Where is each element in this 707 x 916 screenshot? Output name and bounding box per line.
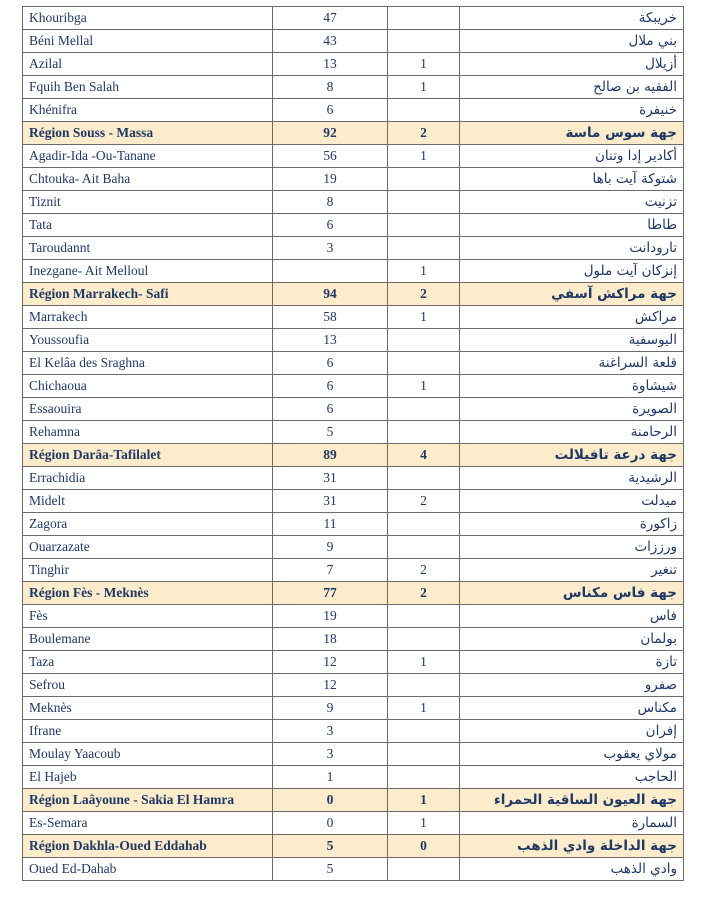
table-row bbox=[23, 375, 684, 398]
cell-count-main bbox=[273, 260, 388, 283]
cell-count-secondary bbox=[388, 536, 460, 559]
cell-count-main: 6 bbox=[273, 214, 388, 237]
cell-name-fr: Oued Ed-Dahab bbox=[23, 858, 273, 881]
table-body bbox=[23, 7, 684, 881]
cell-name-fr: Khénifra bbox=[23, 99, 273, 122]
cell-count-secondary: 1 bbox=[388, 375, 460, 398]
cell-count-main: 0 bbox=[273, 789, 388, 812]
cell-name-fr: Marrakech bbox=[23, 306, 273, 329]
cell-name-ar: إفران bbox=[460, 720, 684, 743]
cell-count-main: 9 bbox=[273, 536, 388, 559]
cell-count-main: 1 bbox=[273, 766, 388, 789]
cell-name-ar: وادي الذهب bbox=[460, 858, 684, 881]
cell-name-fr: Boulemane bbox=[23, 628, 273, 651]
cell-count-main: 8 bbox=[273, 191, 388, 214]
table-row bbox=[23, 30, 684, 53]
cell-name-fr: Sefrou bbox=[23, 674, 273, 697]
cell-name-fr: Région Marrakech- Safi bbox=[23, 283, 273, 306]
cell-count-secondary bbox=[388, 352, 460, 375]
cell-count-secondary bbox=[388, 766, 460, 789]
table-row bbox=[23, 191, 684, 214]
table-row bbox=[23, 697, 684, 720]
cell-count-secondary bbox=[388, 743, 460, 766]
cell-name-ar: الصويرة bbox=[460, 398, 684, 421]
cell-count-secondary bbox=[388, 513, 460, 536]
table-row bbox=[23, 812, 684, 835]
table-row bbox=[23, 260, 684, 283]
cell-name-ar: جهة العيون الساقية الحمراء bbox=[460, 789, 684, 812]
cell-name-fr: Ifrane bbox=[23, 720, 273, 743]
cell-count-main: 11 bbox=[273, 513, 388, 536]
cell-count-secondary bbox=[388, 467, 460, 490]
cell-name-fr: Région Souss - Massa bbox=[23, 122, 273, 145]
cell-count-main: 6 bbox=[273, 352, 388, 375]
cell-count-secondary: 1 bbox=[388, 651, 460, 674]
cell-count-main: 47 bbox=[273, 7, 388, 30]
table-row bbox=[23, 536, 684, 559]
cell-name-ar: جهة الداخلة وادي الذهب bbox=[460, 835, 684, 858]
cell-name-ar: مكناس bbox=[460, 697, 684, 720]
cell-name-fr: Chichaoua bbox=[23, 375, 273, 398]
cell-count-main: 77 bbox=[273, 582, 388, 605]
cell-count-secondary bbox=[388, 398, 460, 421]
cell-name-fr: Midelt bbox=[23, 490, 273, 513]
cell-count-main: 5 bbox=[273, 858, 388, 881]
cell-name-ar: مولاي يعقوب bbox=[460, 743, 684, 766]
cell-count-secondary: 1 bbox=[388, 789, 460, 812]
cell-name-ar: ميدلت bbox=[460, 490, 684, 513]
cell-name-ar: مراكش bbox=[460, 306, 684, 329]
cell-name-fr: Tiznit bbox=[23, 191, 273, 214]
cell-count-secondary bbox=[388, 237, 460, 260]
cell-name-ar: جهة درعة تافيلالت bbox=[460, 444, 684, 467]
cell-name-ar: اليوسفية bbox=[460, 329, 684, 352]
cell-name-ar: تنغير bbox=[460, 559, 684, 582]
cell-count-main: 5 bbox=[273, 421, 388, 444]
cell-name-ar: الرشيدية bbox=[460, 467, 684, 490]
cell-name-ar: بني ملال bbox=[460, 30, 684, 53]
cell-count-main: 92 bbox=[273, 122, 388, 145]
table-row bbox=[23, 329, 684, 352]
cell-count-main: 19 bbox=[273, 605, 388, 628]
region-header-row bbox=[23, 283, 684, 306]
cell-count-main: 43 bbox=[273, 30, 388, 53]
table-row bbox=[23, 76, 684, 99]
cell-name-ar: الرحامنة bbox=[460, 421, 684, 444]
cell-count-main: 31 bbox=[273, 490, 388, 513]
cell-name-fr: Région Laâyoune - Sakia El Hamra bbox=[23, 789, 273, 812]
cell-count-main: 19 bbox=[273, 168, 388, 191]
cell-count-secondary: 1 bbox=[388, 53, 460, 76]
cell-count-secondary: 1 bbox=[388, 145, 460, 168]
cell-count-secondary bbox=[388, 628, 460, 651]
cell-count-main: 6 bbox=[273, 375, 388, 398]
cell-name-ar: تزنيت bbox=[460, 191, 684, 214]
cell-count-secondary: 1 bbox=[388, 812, 460, 835]
cell-name-ar: تارودانت bbox=[460, 237, 684, 260]
table-row bbox=[23, 559, 684, 582]
cell-name-fr: Fquih Ben Salah bbox=[23, 76, 273, 99]
cell-name-fr: Inezgane- Ait Melloul bbox=[23, 260, 273, 283]
table-row bbox=[23, 743, 684, 766]
region-header-row bbox=[23, 122, 684, 145]
regions-provinces-table bbox=[22, 6, 684, 881]
table-row bbox=[23, 421, 684, 444]
table-row bbox=[23, 720, 684, 743]
cell-name-ar: طاطا bbox=[460, 214, 684, 237]
cell-name-ar: الفقيه بن صالح bbox=[460, 76, 684, 99]
cell-name-fr: Fès bbox=[23, 605, 273, 628]
cell-count-main: 6 bbox=[273, 398, 388, 421]
cell-name-fr: Béni Mellal bbox=[23, 30, 273, 53]
cell-name-ar: السمارة bbox=[460, 812, 684, 835]
cell-count-secondary bbox=[388, 99, 460, 122]
cell-name-ar: أزيلال bbox=[460, 53, 684, 76]
table-row bbox=[23, 858, 684, 881]
table-container bbox=[22, 6, 683, 881]
cell-count-secondary bbox=[388, 720, 460, 743]
cell-name-ar: شتوكة آيت باها bbox=[460, 168, 684, 191]
cell-count-secondary bbox=[388, 7, 460, 30]
cell-name-ar: الحاجب bbox=[460, 766, 684, 789]
cell-count-main: 6 bbox=[273, 99, 388, 122]
cell-name-ar: ورززات bbox=[460, 536, 684, 559]
cell-name-fr: Chtouka- Ait Baha bbox=[23, 168, 273, 191]
table-row bbox=[23, 674, 684, 697]
cell-name-ar: قلعة السراغنة bbox=[460, 352, 684, 375]
table-row bbox=[23, 99, 684, 122]
cell-count-main: 3 bbox=[273, 237, 388, 260]
table-row bbox=[23, 237, 684, 260]
cell-count-secondary bbox=[388, 674, 460, 697]
cell-name-fr: Tinghir bbox=[23, 559, 273, 582]
cell-count-secondary: 1 bbox=[388, 260, 460, 283]
cell-name-fr: El Kelâa des Sraghna bbox=[23, 352, 273, 375]
cell-count-secondary: 2 bbox=[388, 122, 460, 145]
region-header-row bbox=[23, 444, 684, 467]
table-row bbox=[23, 605, 684, 628]
cell-count-secondary: 2 bbox=[388, 283, 460, 306]
table-row bbox=[23, 628, 684, 651]
cell-name-fr: Taroudannt bbox=[23, 237, 273, 260]
table-row bbox=[23, 145, 684, 168]
cell-count-secondary: 1 bbox=[388, 697, 460, 720]
cell-count-secondary bbox=[388, 168, 460, 191]
cell-name-ar: صفرو bbox=[460, 674, 684, 697]
cell-name-fr: Khouribga bbox=[23, 7, 273, 30]
cell-count-main: 94 bbox=[273, 283, 388, 306]
table-row bbox=[23, 766, 684, 789]
cell-count-main: 89 bbox=[273, 444, 388, 467]
cell-count-secondary: 0 bbox=[388, 835, 460, 858]
cell-name-ar: زاكورة bbox=[460, 513, 684, 536]
cell-count-secondary: 1 bbox=[388, 306, 460, 329]
cell-count-main: 56 bbox=[273, 145, 388, 168]
cell-count-main: 13 bbox=[273, 329, 388, 352]
cell-count-secondary bbox=[388, 30, 460, 53]
cell-name-fr: Tata bbox=[23, 214, 273, 237]
cell-count-secondary bbox=[388, 858, 460, 881]
cell-count-secondary: 2 bbox=[388, 582, 460, 605]
table-row bbox=[23, 352, 684, 375]
cell-count-secondary: 1 bbox=[388, 76, 460, 99]
table-row bbox=[23, 651, 684, 674]
cell-name-ar: خريبكة bbox=[460, 7, 684, 30]
cell-count-main: 18 bbox=[273, 628, 388, 651]
cell-count-main: 3 bbox=[273, 720, 388, 743]
cell-name-fr: Moulay Yaacoub bbox=[23, 743, 273, 766]
cell-name-fr: Essaouira bbox=[23, 398, 273, 421]
region-header-row bbox=[23, 582, 684, 605]
cell-name-fr: Zagora bbox=[23, 513, 273, 536]
cell-name-fr: Taza bbox=[23, 651, 273, 674]
cell-name-fr: Ouarzazate bbox=[23, 536, 273, 559]
cell-name-fr: Youssoufia bbox=[23, 329, 273, 352]
cell-count-secondary: 4 bbox=[388, 444, 460, 467]
cell-count-secondary: 2 bbox=[388, 559, 460, 582]
table-row bbox=[23, 467, 684, 490]
cell-name-fr: Région Dakhla-Oued Eddahab bbox=[23, 835, 273, 858]
table-row bbox=[23, 53, 684, 76]
cell-name-fr: El Hajeb bbox=[23, 766, 273, 789]
cell-name-fr: Région Darâa-Tafilalet bbox=[23, 444, 273, 467]
cell-count-main: 5 bbox=[273, 835, 388, 858]
table-row bbox=[23, 7, 684, 30]
cell-count-secondary bbox=[388, 214, 460, 237]
cell-count-main: 12 bbox=[273, 651, 388, 674]
cell-name-fr: Région Fès - Meknès bbox=[23, 582, 273, 605]
cell-name-fr: Meknès bbox=[23, 697, 273, 720]
cell-count-secondary bbox=[388, 605, 460, 628]
region-header-row bbox=[23, 789, 684, 812]
cell-count-secondary bbox=[388, 191, 460, 214]
cell-name-ar: خنيفرة bbox=[460, 99, 684, 122]
table-row bbox=[23, 214, 684, 237]
cell-name-ar: أكادير إدا وتنان bbox=[460, 145, 684, 168]
cell-name-fr: Es-Semara bbox=[23, 812, 273, 835]
cell-count-main: 58 bbox=[273, 306, 388, 329]
region-header-row bbox=[23, 835, 684, 858]
cell-name-fr: Errachidia bbox=[23, 467, 273, 490]
cell-count-main: 0 bbox=[273, 812, 388, 835]
cell-name-ar: جهة مراكش آسفي bbox=[460, 283, 684, 306]
table-row bbox=[23, 398, 684, 421]
cell-count-main: 3 bbox=[273, 743, 388, 766]
cell-count-main: 7 bbox=[273, 559, 388, 582]
table-row bbox=[23, 306, 684, 329]
cell-name-ar: جهة سوس ماسة bbox=[460, 122, 684, 145]
cell-name-ar: جهة فاس مكناس bbox=[460, 582, 684, 605]
cell-count-secondary bbox=[388, 421, 460, 444]
cell-name-fr: Agadir-Ida -Ou-Tanane bbox=[23, 145, 273, 168]
cell-count-main: 13 bbox=[273, 53, 388, 76]
cell-name-ar: إنزكان آيت ملول bbox=[460, 260, 684, 283]
cell-count-secondary: 2 bbox=[388, 490, 460, 513]
table-row bbox=[23, 513, 684, 536]
cell-name-ar: فاس bbox=[460, 605, 684, 628]
table-row bbox=[23, 490, 684, 513]
cell-count-main: 12 bbox=[273, 674, 388, 697]
cell-name-fr: Rehamna bbox=[23, 421, 273, 444]
table-row bbox=[23, 168, 684, 191]
cell-count-main: 9 bbox=[273, 697, 388, 720]
cell-name-ar: شيشاوة bbox=[460, 375, 684, 398]
cell-count-main: 8 bbox=[273, 76, 388, 99]
cell-name-ar: بولمان bbox=[460, 628, 684, 651]
cell-count-main: 31 bbox=[273, 467, 388, 490]
cell-name-fr: Azilal bbox=[23, 53, 273, 76]
cell-name-ar: تازة bbox=[460, 651, 684, 674]
cell-count-secondary bbox=[388, 329, 460, 352]
